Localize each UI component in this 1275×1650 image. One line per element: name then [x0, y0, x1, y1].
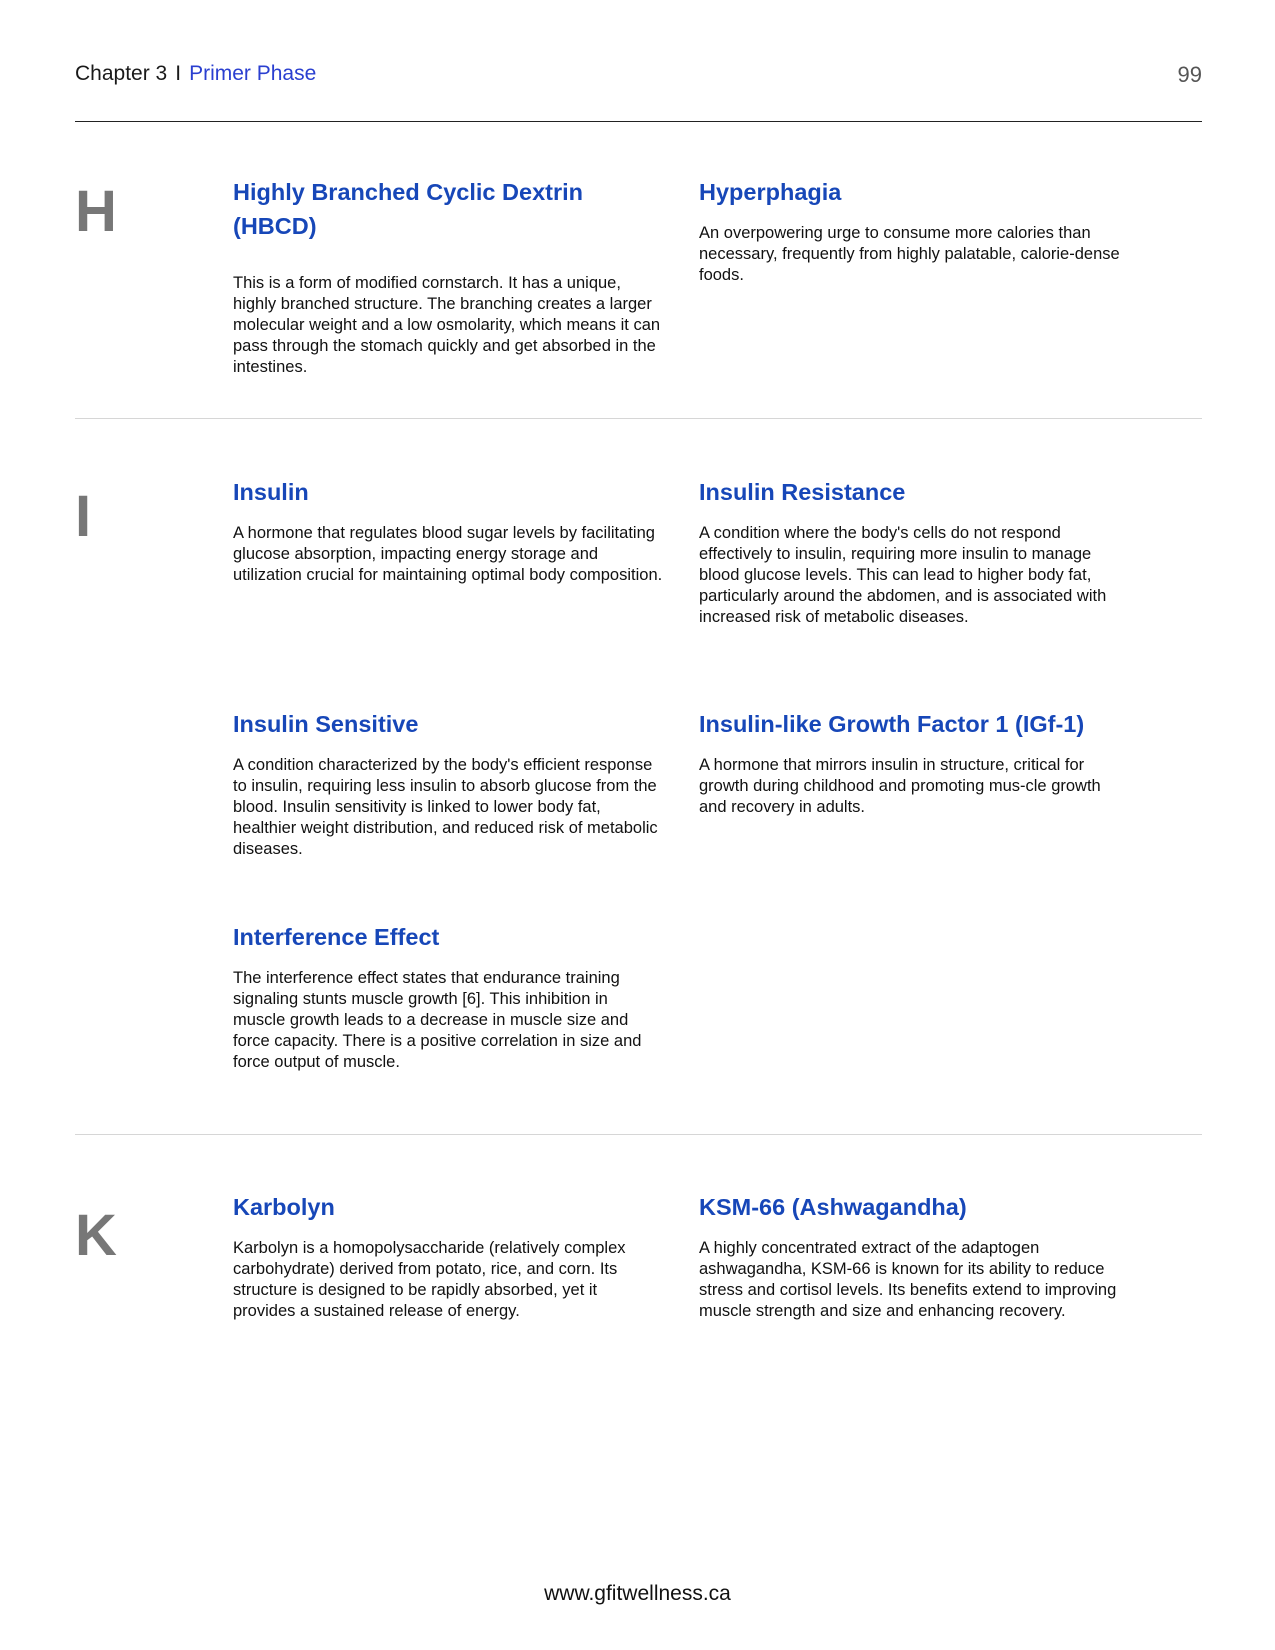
entry-term: Highly Branched Cyclic Dextrin (HBCD) — [233, 179, 583, 239]
entry-definition: A condition characterized by the body's efficient response to insulin, requiring less insulin to absorb glucose from the blood. Insulin sensitivity is linked to lower body fat, healthier weight distribution, and reduced risk of metabolic diseases. — [233, 756, 658, 858]
entry-definition: Karbolyn is a homopolysaccharide (relatively complex carbohydrate) derived from potato, rice, and corn. Its structure is designed to be rapidly absorbed, yet it provides a sustained release of energy. — [233, 1239, 626, 1320]
entry-definition: The interference effect states that endurance training signaling stunts muscle growth [6]. This inhibition in muscle growth leads to a decrease in muscle size and force capacity. There is a positive correlation in size and force output of muscle. — [233, 969, 642, 1071]
section-divider — [75, 1134, 1202, 1135]
glossary-entry-hbcd — [233, 175, 663, 378]
section-divider — [75, 418, 1202, 419]
entry-term: Karbolyn — [233, 1194, 335, 1220]
entry-term: Interference Effect — [233, 924, 440, 950]
running-head — [75, 62, 316, 86]
entry-term: Insulin Resistance — [699, 479, 906, 505]
entry-definition: An overpowering urge to consume more calories than necessary, frequently from highly palatable, calorie-dense foods. — [699, 224, 1120, 284]
footer-website: www.gfitwellness.ca — [544, 1582, 731, 1605]
page-number: 99 — [1177, 62, 1202, 87]
entry-definition: A hormone that regulates blood sugar levels by facilitating glucose absorption, impacting energy storage and utilization crucial for maintaining optimal body composition. — [233, 524, 663, 584]
glossary-entry-insulin-sensitive — [233, 707, 663, 860]
entry-definition: A hormone that mirrors insulin in structure, critical for growth during childhood and promoting mus-cle growth and recovery in adults. — [699, 756, 1101, 816]
glossary-entry-hyperphagia — [699, 175, 1129, 286]
entry-term: KSM-66 (Ashwagandha) — [699, 1194, 967, 1220]
glossary-entry-karbolyn — [233, 1190, 663, 1322]
glossary-entry-insulin-resistance — [699, 475, 1129, 628]
entry-term: Insulin — [233, 479, 309, 505]
section-letter-h: H — [75, 179, 117, 244]
glossary-entry-igf-1 — [699, 707, 1129, 818]
page-header — [75, 62, 1202, 92]
section-letter-k: K — [75, 1203, 117, 1268]
separator: I — [175, 62, 182, 85]
entry-term: Insulin-like Growth Factor 1 (IGf-1) — [699, 711, 1085, 737]
entry-definition: A condition where the body's cells do not respond effectively to insulin, requiring more insulin to manage blood glucose levels. This can lead to higher body fat, particularly around the abdomen, and is associated with increased risk of metabolic diseases. — [699, 524, 1107, 626]
glossary-entry-interference-effect — [233, 920, 663, 1073]
chapter-label: Chapter 3 — [75, 62, 168, 85]
entry-definition: A highly concentrated extract of the adaptogen ashwagandha, KSM-66 is known for its ability to reduce stress and cortisol levels. Its benefits extend to improving muscle strength and size and enhancing recovery. — [699, 1239, 1117, 1320]
entry-definition: This is a form of modified cornstarch. It has a unique, highly branched structure. The branching creates a larger molecular weight and a low osmolarity, which means it can pass through the stomach quickly and get absorbed in the intestines. — [233, 274, 661, 376]
header-divider — [75, 121, 1202, 122]
glossary-entry-ksm-66 — [699, 1190, 1129, 1322]
entry-term: Insulin Sensitive — [233, 711, 419, 737]
section-letter-i: I — [75, 484, 92, 549]
phase-label: Primer Phase — [189, 62, 317, 85]
glossary-entry-insulin — [233, 475, 663, 586]
entry-term: Hyperphagia — [699, 179, 842, 205]
